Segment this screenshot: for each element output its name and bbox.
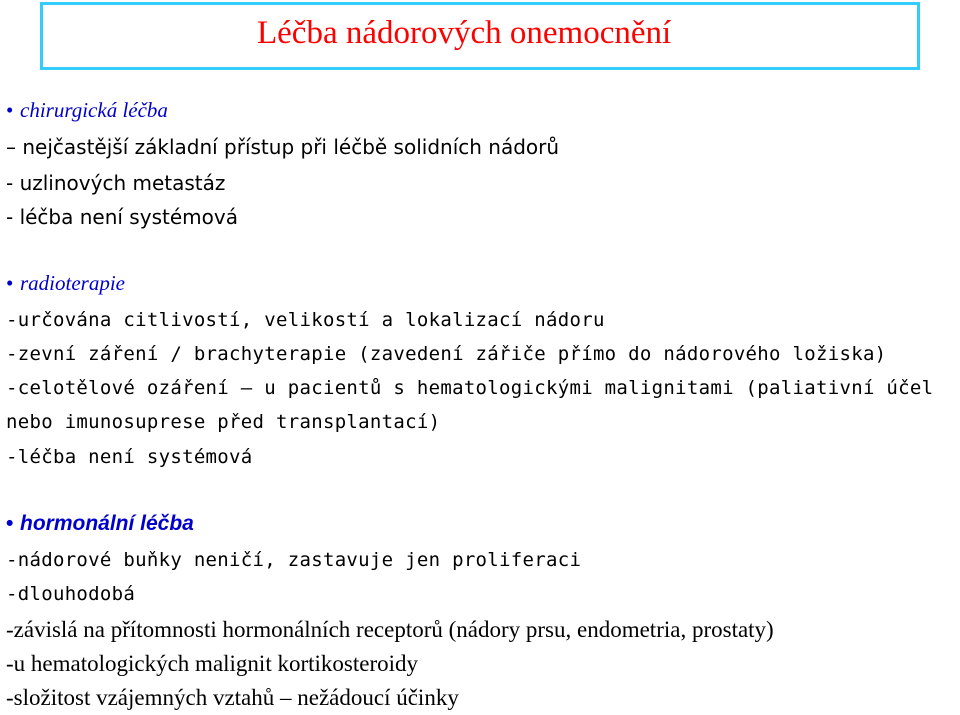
radiotherapy-line-3: -celotělové ozáření – u pacientů s hematologickými malignitami (paliativní účel [6, 377, 934, 399]
bullet-icon: • [6, 98, 14, 122]
section-heading-surgery: • chirurgická léčba [6, 98, 168, 122]
radiotherapy-line-2: -zevní záření / brachyterapie (zavedení zářiče přímo do nádorového ložiska) [6, 343, 887, 365]
section-heading-hormonal: • hormonální léčba [6, 512, 194, 535]
bullet-icon: • [6, 512, 14, 535]
hormonal-line-5: -složitost vzájemných vztahů – nežádoucí účinky [6, 685, 459, 710]
surgery-line-1: – nejčastější základní přístup při léčbě solidních nádorů [6, 135, 560, 159]
hormonal-line-2: -dlouhodobá [6, 583, 136, 605]
title-box [40, 2, 920, 70]
slide-title: Léčba nádorových onemocnění [257, 15, 672, 51]
hormonal-line-1: -nádorové buňky neničí, zastavuje jen proliferaci [6, 549, 582, 571]
section-heading-radiotherapy: • radioterapie [6, 271, 125, 295]
bullet-icon: • [6, 271, 14, 295]
hormonal-line-3: -závislá na přítomnosti hormonálních receptorů (nádory prsu, endometria, prostaty) [6, 617, 774, 642]
radiotherapy-line-4: nebo imunosuprese před transplantací) [6, 411, 441, 433]
hormonal-line-4: -u hematologických malignit kortikosteroidy [6, 651, 419, 676]
surgery-line-2: - uzlinových metastáz [6, 171, 226, 195]
radiotherapy-line-1: -určována citlivostí, velikostí a lokalizací nádoru [6, 309, 605, 331]
surgery-line-3: - léčba není systémová [6, 205, 238, 229]
radiotherapy-line-5: -léčba není systémová [6, 446, 253, 468]
